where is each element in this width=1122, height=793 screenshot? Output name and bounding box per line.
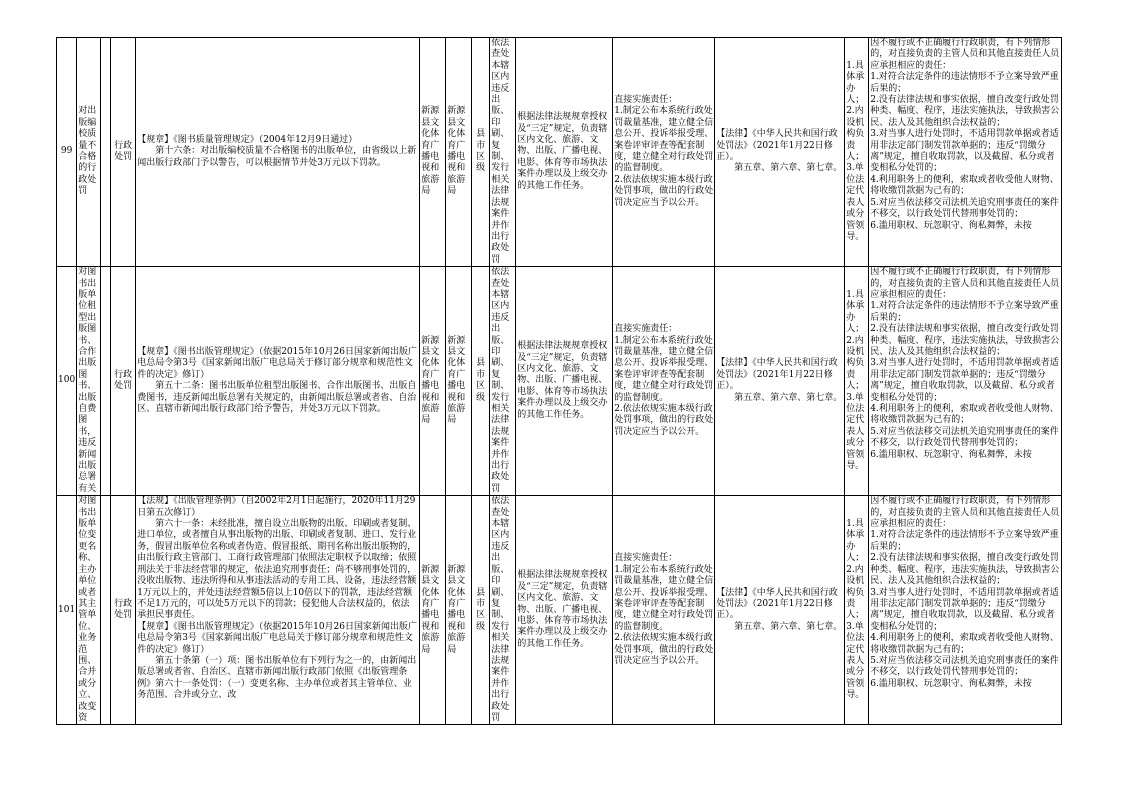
empty-cell: [101, 496, 111, 725]
implementing-department: 新源县文化体育广播电视和旅游局: [420, 38, 446, 267]
responsibility-measures: 直接实施责任： 1.制定公布本系统行政处罚裁量基准，建立健全信息公开、投诉举报受理、案卷评审评查等配套制度，建立健全对行政处罚的监督制度。 2.依法依规实施本级行政处罚事项，做出的行政处罚决定应当予以公开。: [613, 267, 715, 496]
item-type: 行政处罚: [111, 267, 136, 496]
table-row: [57, 496, 1062, 725]
law-basis: 【法律】《中华人民共和国行政处罚法》（2021年1月22日修正）。 第五章、第六章、第七章。: [715, 267, 845, 496]
responsible-subject: 1.具体承办人； 2.内设机构负责人； 3.单位法定代表人或分管领导。: [845, 38, 869, 267]
duty-description: 根据法律法规规章授权及“三定”规定，负责辖区内文化、旅游、文物、出版、广播电视、电影、体育等市场执法案件办理以及上级交办的其他工作任务。: [516, 267, 613, 496]
empty-cell: [101, 38, 111, 267]
empty-cell: [101, 267, 111, 496]
accountability-clause: 因不履行或不正确履行行政职责，有下列情形的，对直接负责的主管人员和其他直接责任人员应承担相应的责任： 1.对符合法定条件的违法情形不予立案导致严重后果的； 2.没有法律法规和事实依据，擅自改变行政处罚种类、幅度、程序，违法实施执法，导致损害公民、法人及其他组织合法权益的； 3.对当事人进行处罚时，不适用罚款单据或者适用非法定部门制发罚款单据的；违反“罚缴分离”规定，擅自收取罚款，以及截留、私分或者变相私分处罚的； 4.利用职务上的便利，索取或者收受他人财物、将收缴罚款据为己有的； 5.对应当依法移交司法机关追究刑事责任的案件不移交，以行政处罚代替刑事处罚的； 6.滥用职权、玩忽职守、徇私舞弊，未按: [869, 496, 1062, 725]
admin-level: 县市区级: [472, 38, 490, 267]
legal-basis: 【规章】《图书出版管理规定》（依据2015年10月26日国家新闻出版广电总局令第3号《国家新闻出版广电总局关于修订部分规章和规范性文件的决定》修订） 第五十二条：图书出版单位租型出版图书、合作出版图书、出版自费图书，违反新闻出版总署有关规定的，由新闻出版总署或者省、自治区、直辖市新闻出版行政部门给予警告，并处3万元以下罚款。: [136, 267, 420, 496]
item-name: 对出版编校质量不合格的行政处罚: [77, 38, 101, 267]
responsible-department: 新源县文化体育广播电视和旅游局: [446, 496, 472, 725]
duty-description: 根据法律法规规章授权及“三定”规定，负责辖区内文化、旅游、文物、出版、广播电视、电影、体育等市场执法案件办理以及上级交办的其他工作任务。: [516, 38, 613, 267]
row-index: 99: [57, 38, 77, 267]
law-basis: 【法律】《中华人民共和国行政处罚法》（2021年1月22日修正）。 第五章、第六章、第七章。: [715, 38, 845, 267]
responsibility-measures: 直接实施责任： 1.制定公布本系统行政处罚裁量基准，建立健全信息公开、投诉举报受理、案卷评审评查等配套制度，建立健全对行政处罚的监督制度。 2.依法依规实施本级行政处罚事项，做出的行政处罚决定应当予以公开。: [613, 38, 715, 267]
admin-level: 县市区级: [472, 496, 490, 725]
scope-of-enforcement: 依法查处本辖区内违反出版、印刷、复制、发行相关法律法规案件并作出行政处罚: [490, 267, 516, 496]
power-list-table: [56, 37, 1062, 725]
item-type: 行政处罚: [111, 38, 136, 267]
scope-of-enforcement: 依法查处本辖区内违反出版、印刷、复制、发行相关法律法规案件并作出行政处罚: [490, 496, 516, 725]
legal-basis: 【规章】《图书质量管理规定》（2004年12月9日通过） 第十六条：对出版编校质量不合格图书的出版单位，由省级以上新闻出版行政部门予以警告，可以根据情节并处3万元以下罚款。: [136, 38, 420, 267]
implementing-department: 新源县文化体育广播电视和旅游局: [420, 496, 446, 725]
responsible-department: 新源县文化体育广播电视和旅游局: [446, 267, 472, 496]
responsible-subject: 1.具体承办人； 2.内设机构负责人； 3.单位法定代表人或分管领导。: [845, 496, 869, 725]
row-index: 100: [57, 267, 77, 496]
scope-of-enforcement: 依法查处本辖区内违反出版、印刷、复制、发行相关法律法规案件并作出行政处罚: [490, 38, 516, 267]
responsible-subject: 1.具体承办人； 2.内设机构负责人； 3.单位法定代表人或分管领导。: [845, 267, 869, 496]
item-name: 对图书出版单位租型出版图书、合作出版图书、出版自费图书，违反新闻出版总署有关: [77, 267, 101, 496]
legal-basis: 【法规】《出版管理条例》（自2002年2月1日起施行，2020年11月29日第五次修订） 第六十一条：未经批准，擅自设立出版物的出版、印刷或者复制、进口单位，或者擅自从事出版物的出版、印刷或者复制、进口、发行业务，假冒出版单位名称或者伪造、假冒报纸、期刊名称出版出版物的，由出版行政主管部门、工商行政管理部门依照法定职权予以取缔；依照刑法关于非法经营罪的规定，依法追究刑事责任；尚不够刑事处罚的，没收出版物、违法所得和从事违法活动的专用工具、设备，违法经营额1万元以上的，并处违法经营额5倍以上10倍以下的罚款，违法经营额不足1万元的，可以处5万元以下的罚款；侵犯他人合法权益的，依法承担民事责任。 【规章】《图书出版管理规定》（依据2015年10月26日国家新闻出版广电总局令第3号《国家新闻出版广电总局关于修订部分规章和规范性文件的决定》修订） 第五十条第（一）项：图书出版单位有下列行为之一的，由新闻出版总署或者省、自治区、直辖市新闻出版行政部门依照《出版管理条例》第六十一条处罚：（一）变更名称、主办单位或者其主管单位、业务范围、合并或分立、改: [136, 496, 420, 725]
law-basis: 【法律】《中华人民共和国行政处罚法》（2021年1月22日修正）。 第五章、第六章、第七章。: [715, 496, 845, 725]
table-row: [57, 38, 1062, 267]
item-type: 行政处罚: [111, 496, 136, 725]
accountability-clause: 因不履行或不正确履行行政职责，有下列情形的，对直接负责的主管人员和其他直接责任人员应承担相应的责任： 1.对符合法定条件的违法情形不予立案导致严重后果的； 2.没有法律法规和事实依据，擅自改变行政处罚种类、幅度、程序，违法实施执法，导致损害公民、法人及其他组织合法权益的； 3.对当事人进行处罚时，不适用罚款单据或者适用非法定部门制发罚款单据的；违反“罚缴分离”规定，擅自收取罚款，以及截留、私分或者变相私分处罚的； 4.利用职务上的便利，索取或者收受他人财物、将收缴罚款据为己有的； 5.对应当依法移交司法机关追究刑事责任的案件不移交，以行政处罚代替刑事处罚的； 6.滥用职权、玩忽职守、徇私舞弊，未按: [869, 267, 1062, 496]
table-row: [57, 267, 1062, 496]
duty-description: 根据法律法规规章授权及“三定”规定，负责辖区内文化、旅游、文物、出版、广播电视、电影、体育等市场执法案件办理以及上级交办的其他工作任务。: [516, 496, 613, 725]
item-name: 对图书出版单位变更名称、主办单位或者其主管单位、业务范围、合并或分立、改变资: [77, 496, 101, 725]
implementing-department: 新源县文化体育广播电视和旅游局: [420, 267, 446, 496]
responsibility-measures: 直接实施责任： 1.制定公布本系统行政处罚裁量基准，建立健全信息公开、投诉举报受理、案卷评审评查等配套制度，建立健全对行政处罚的监督制度。 2.依法依规实施本级行政处罚事项，做出的行政处罚决定应当予以公开。: [613, 496, 715, 725]
responsible-department: 新源县文化体育广播电视和旅游局: [446, 38, 472, 267]
accountability-clause: 因不履行或不正确履行行政职责，有下列情形的，对直接负责的主管人员和其他直接责任人员应承担相应的责任： 1.对符合法定条件的违法情形不予立案导致严重后果的； 2.没有法律法规和事实依据，擅自改变行政处罚种类、幅度、程序，违法实施执法，导致损害公民、法人及其他组织合法权益的； 3.对当事人进行处罚时，不适用罚款单据或者适用非法定部门制发罚款单据的；违反“罚缴分离”规定，擅自收取罚款，以及截留、私分或者变相私分处罚的； 4.利用职务上的便利，索取或者收受他人财物、将收缴罚款据为己有的； 5.对应当依法移交司法机关追究刑事责任的案件不移交，以行政处罚代替刑事处罚的； 6.滥用职权、玩忽职守、徇私舞弊，未按: [869, 38, 1062, 267]
admin-level: 县市区级: [472, 267, 490, 496]
row-index: 101: [57, 496, 77, 725]
